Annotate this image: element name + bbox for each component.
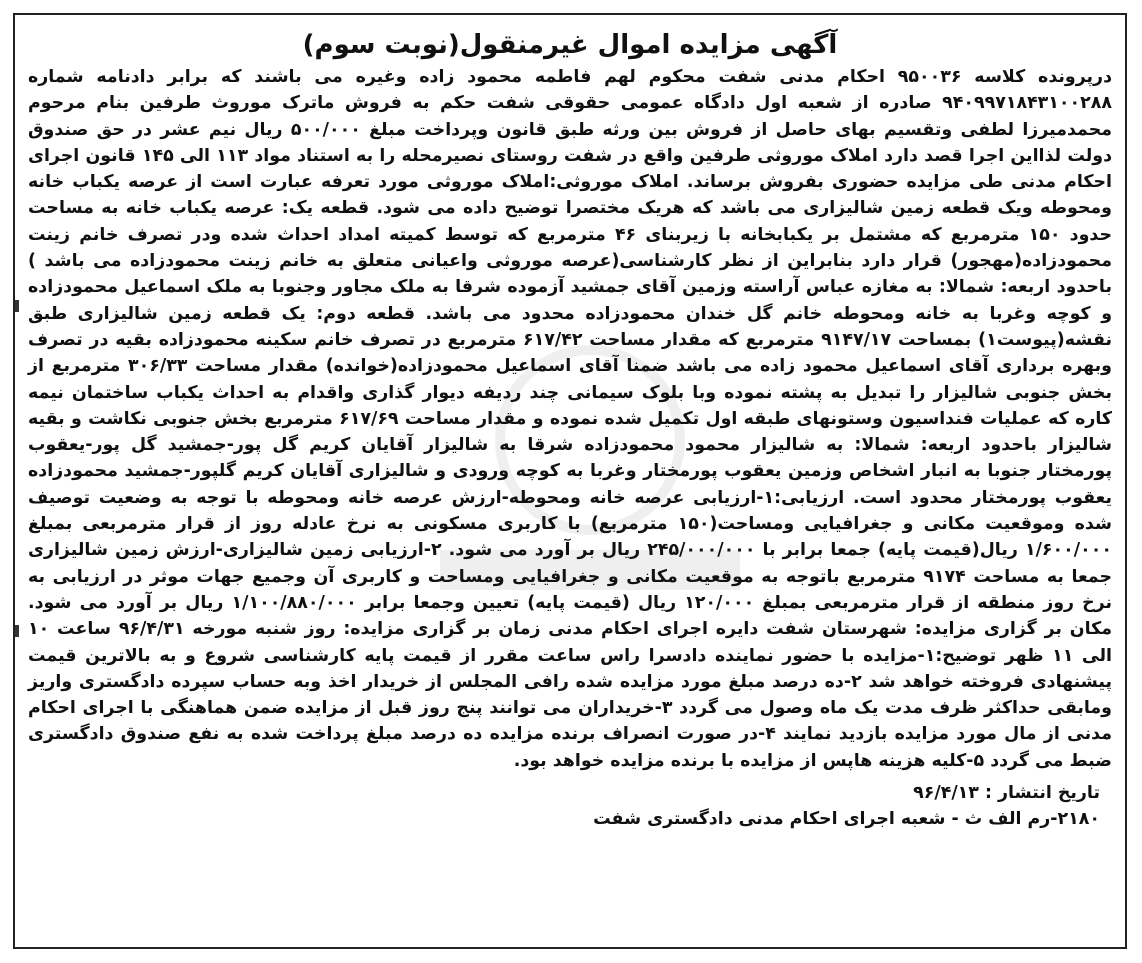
publish-date-label: تاریخ انتشار : bbox=[984, 783, 1100, 804]
notice-title: آگهی مزایده اموال غیرمنقول(نوبت سوم) bbox=[302, 30, 838, 60]
publish-date-line bbox=[26, 780, 1100, 806]
publish-date-value: ۹۶/۴/۱۳ bbox=[913, 783, 979, 804]
notice-body: درپرونده کلاسه ۹۵۰۰۳۶ احکام مدنی شفت محکوم لهم فاطمه محمود زاده وغیره می باشند که برابر دادنامه شماره ۹۴۰۹۹۷۱۸۴۳۱۰۰۲۸۸ صادره از شعبه اول دادگاه عمومی حقوقی شفت حکم به فروش ماترک موروث طرفین بنام مرحوم محمدمیرزا لطفی وتقسیم بهای حاصل از فروش بین ورثه طبق قانون وپرداخت مبلغ ۵۰۰/۰۰۰ ریال نیم عشر در حق صندوق دولت لذااین اجرا قصد دارد املاک موروثی طرفین واقع در شفت روستای نصیرمحله را به استناد مواد ۱۱۳ الی ۱۴۵ قانون اجرای احکام مدنی طی مزایده حضوری بفروش برساند. املاک موروثی:املاک موروثی مورد تعرفه عبارت است از عرصه یکباب خانه ومحوطه ویک قطعه زمین شالیزاری می باشد که هریک مختصرا توضیح داده می شود. قطعه یک: عرصه یکباب خانه به مساحت حدود ۱۵۰ مترمربع که مشتمل بر یکبابخانه با زیربنای ۴۶ مترمربع که توسط کمیته امداد احداث شده ودر تصرف خانم زینت محمودزاده(مهجور) قرار دارد بنابراین از نظر کارشناسی(عرصه موروثی واعیانی متعلق به خانم زینت محمودزاده می باشد ) باحدود اربعه: شمالا: به مغازه عباس آراسته وزمین آقای جمشید آزموده شرقا به ملک مجاور وجنوبا به ملک اسماعیل محمودزاده و کوچه وغربا به خانه ومحوطه خانم گل خندان محمودزاده محدود می باشد. قطعه دوم: یک قطعه زمین شالیزاری طبق نقشه(پیوست۱) بمساحت ۹۱۴۷/۱۷ مترمربع که مقدار مساحت ۶۱۷/۴۲ مترمربع در تصرف خانم سکینه محمودزاده بقیه در تصرف وبهره برداری آقای اسماعیل محمود زاده می باشد ضمنا آقای اسماعیل محمودزاده(خوانده) مقدار مساحت ۳۰۶/۳۳ مترمربع از بخش جنوبی شالیزار را تبدیل به پشته نموده وبا بلوک سیمانی چند ردیفه دیوار گذاری واقدام به احداث یکباب ساختمان نیمه کاره که عملیات فنداسیون وستونهای طبقه اول تکمیل شده نموده و مقدار مساحت ۶۱۷/۶۹ مترمربع بخش جنوبی نکاشت و بقیه شالیزار باحدود اربعه: شمالا: به شالیزار محمود محمودزاده شرقا به شالیزار آقایان کریم گل پور-جمشید گل پور-یعقوب پورمختار جنوبا به انبار اشخاص وزمین یعقوب پورمختار وغربا به کوچه ورودی و شالیزاری آقایان کریم گلپور-جمشید محمودزاده یعقوب پورمختار محدود است. ارزیابی:۱-ارزیابی عرصه خانه ومحوطه-ارزش عرصه خانه ومحوطه با توجه به وضعیت توصیف شده وموقعیت مکانی و جغرافیایی ومساحت(۱۵۰ مترمربع) با کاربری مسکونی به نرخ عادله روز از قرار مترمربعی بمبلغ ۱/۶۰۰/۰۰۰ ریال(قیمت پایه) جمعا برابر با ۲۴۵/۰۰۰/۰۰۰ ریال بر آورد می شود. ۲-ارزیابی زمین شالیزاری-ارزش زمین شالیزاری جمعا به مساحت ۹۱۷۴ مترمربع باتوجه به موقعیت مکانی و جغرافیایی ومساحت و کاربری آن وجمیع جهات موثر در ارزیابی به نرخ روز منطقه از قرار مترمربعی بمبلغ ۱۲۰/۰۰۰ ریال (قیمت پایه) تعیین وجمعا برابر ۱/۱۰۰/۸۸۰/۰۰۰ ریال بر آورد می شود. مکان بر گزاری مزایده: شهرستان شفت دایره اجرای احکام مدنی زمان بر گزاری مزایده: روز شنبه مورخه ۹۶/۴/۳۱ ساعت ۱۰ الی ۱۱ ظهر توضیح:۱-مزایده با حضور نماینده دادسرا راس ساعت مقرر از قیمت پایه کارشناسی شروع و به بالاترین قیمت پیشنهادی فروخته خواهد شد ۲-ده درصد مبلغ مورد مزایده شده رافی المجلس از خریدار اخذ وبه حساب سپرده دادگستری واریز ومابقی حداکثر ظرف مدت یک ماه وصول می گردد ۳-خریداران می توانند پنج روز قبل از مزایده ضمن هماهنگی با اجرای احکام مدنی از مال مورد مزایده بازدید نمایند ۴-در صورت انصراف برنده مزایده ده درصد مبلغ پرداخت شده به نفع صندوق دادگستری ضبط می گردد ۵-کلیه هزینه هاپس از مزایده با برنده مزایده خواهد بود. bbox=[28, 67, 1113, 771]
auction-notice bbox=[26, 28, 1114, 832]
frame-edge-mark bbox=[15, 300, 19, 312]
frame-edge-mark bbox=[15, 625, 19, 637]
notice-footer bbox=[26, 780, 1114, 832]
notice-signature: ۲۱۸۰-رم الف ث - شعبه اجرای احکام مدنی دادگستری شفت bbox=[593, 809, 1100, 830]
